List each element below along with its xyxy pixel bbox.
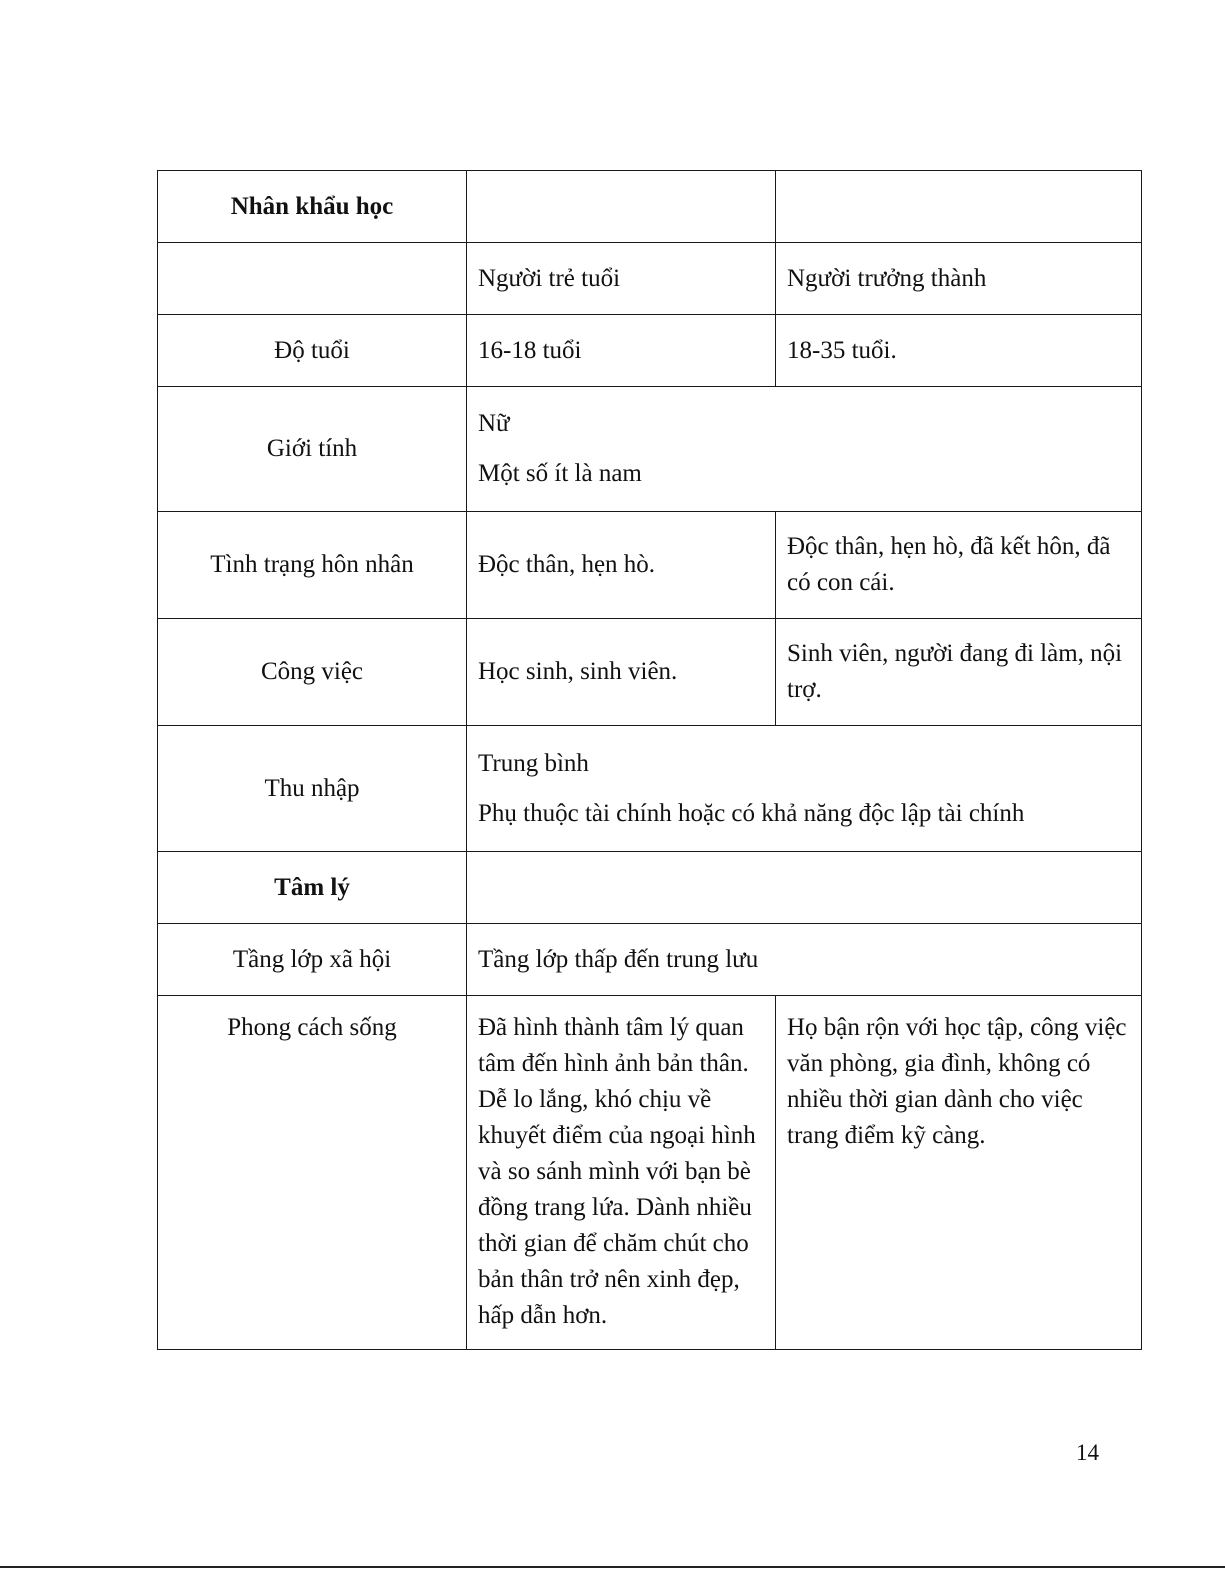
gender-label: Giới tính: [158, 387, 467, 512]
job-young: Học sinh, sinh viên.: [467, 619, 776, 726]
empty-cell: [158, 243, 467, 315]
age-adult: 18-35 tuổi.: [776, 315, 1142, 387]
psychology-heading: Tâm lý: [158, 852, 467, 924]
social-class-value: Tầng lớp thấp đến trung lưu: [467, 924, 1142, 996]
gender-value: [467, 387, 1142, 512]
income-label: Thu nhập: [158, 726, 467, 852]
lifestyle-young: Đã hình thành tâm lý quan tâm đến hình ảnh bản thân. Dễ lo lắng, khó chịu về khuyết điểm của ngoại hình và so sánh mình với bạn bè đồng trang lứa. Dành nhiều thời gian để chăm chút cho bản thân trở nên xinh đẹp, hấp dẫn hơn.: [467, 996, 776, 1350]
job-adult: Sinh viên, người đang đi làm, nội trợ.: [776, 619, 1142, 726]
empty-cell: [776, 171, 1142, 243]
table-row: [158, 512, 1142, 619]
age-young: 16-18 tuổi: [467, 315, 776, 387]
empty-cell: [467, 171, 776, 243]
group-adult-header: Người trưởng thành: [776, 243, 1142, 315]
social-class-label: Tầng lớp xã hội: [158, 924, 467, 996]
marital-label: Tình trạng hôn nhân: [158, 512, 467, 619]
table-row: [158, 996, 1142, 1350]
table-row: [158, 924, 1142, 996]
lifestyle-adult: Họ bận rộn với học tập, công việc văn phòng, gia đình, không có nhiều thời gian dành cho việc trang điểm kỹ càng.: [776, 996, 1142, 1350]
table-row: [158, 619, 1142, 726]
demographics-heading: Nhân khẩu học: [158, 171, 467, 243]
income-line-1: Trung bình: [478, 749, 589, 777]
table-row: [158, 387, 1142, 512]
marital-adult: Độc thân, hẹn hò, đã kết hôn, đã có con cái.: [776, 512, 1142, 619]
job-label: Công việc: [158, 619, 467, 726]
segmentation-table: [157, 170, 1142, 1350]
income-value: [467, 726, 1142, 852]
gender-line-1: Nữ: [478, 410, 510, 437]
page-number: 14: [1076, 1440, 1099, 1465]
table-row: [158, 315, 1142, 387]
empty-cell: [467, 852, 1142, 924]
lifestyle-label: Phong cách sống: [158, 996, 467, 1350]
table-row: [158, 171, 1142, 243]
age-label: Độ tuổi: [158, 315, 467, 387]
table-row: [158, 726, 1142, 852]
table-row: [158, 852, 1142, 924]
gender-line-2: Một số ít là nam: [478, 460, 642, 487]
income-line-2: Phụ thuộc tài chính hoặc có khả năng độc lập tài chính: [478, 799, 1025, 827]
marital-young: Độc thân, hẹn hò.: [467, 512, 776, 619]
bottom-divider: [0, 1566, 1225, 1568]
table-row: [158, 243, 1142, 315]
group-young-header: Người trẻ tuổi: [467, 243, 776, 315]
